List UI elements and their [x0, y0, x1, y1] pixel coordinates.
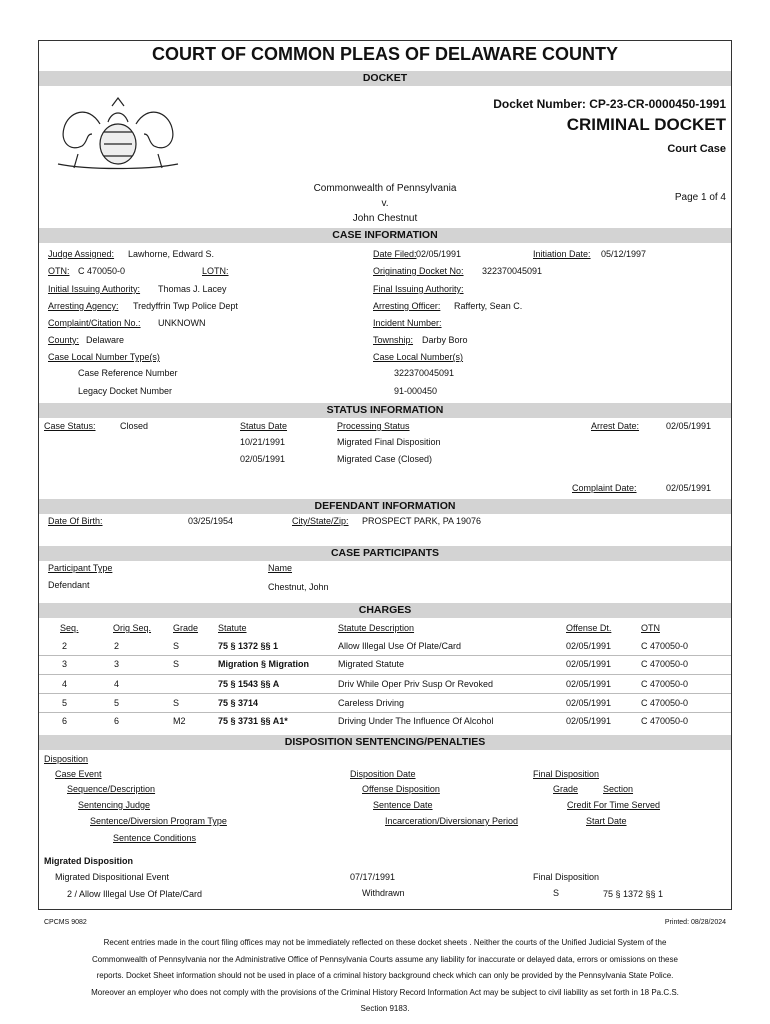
docket-number: Docket Number: CP-23-CR-0000450-1991 [493, 97, 726, 111]
charges-header-grade: Grade [173, 623, 199, 633]
charge-offense-date: 02/05/1991 [566, 641, 612, 651]
migrated-offense-disposition: Withdrawn [362, 888, 405, 898]
page-label: Page 1 of 4 [674, 192, 726, 203]
otn-label: OTN: [48, 266, 70, 276]
charge-description: Careless Driving [338, 698, 405, 708]
defendant-information-bar: DEFENDANT INFORMATION [39, 499, 731, 514]
charges-header-otn: OTN [641, 623, 660, 633]
case-event-label: Case Event [55, 769, 102, 779]
status-date-1: 10/21/1991 [240, 437, 286, 447]
charge-offense-date: 02/05/1991 [566, 679, 612, 689]
charge-seq: 6 [62, 716, 68, 726]
charge-grade: S [173, 698, 180, 708]
disclaimer-text: Recent entries made in the court filing offices may not be immediately reflected on these docket sheets . Neither the courts of the Unified Judicial System of the Commonwealth of Pennsylvania nor the Administrative Office of Pennsylvania Courts assume any liability for inaccurate or delayed data, errors or omissions on these reports. Docket Sheet information should not be used in place of a criminal history background check which can only be provided by the Pennsylvania State Police. Moreover an employer who does not comply with the provisions of the Criminal History Record Information Act may be subject to civil liability as set forth in 18 Pa.C.S. Section 9183. [91, 938, 679, 1013]
judge-value: Lawhorne, Edward S. [128, 249, 215, 259]
caption-line3: John Chestnut [352, 213, 418, 224]
arresting-officer-label: Arresting Officer: [373, 301, 441, 311]
county-label: County: [48, 335, 80, 345]
migrated-grade: S [553, 888, 560, 898]
charge-statute: 75 § 1543 §§ A [218, 679, 280, 689]
migrated-section: 75 § 1372 §§ 1 [603, 889, 664, 899]
charge-otn: C 470050-0 [641, 659, 689, 669]
charge-orig-seq: 6 [114, 716, 120, 726]
arresting-officer-value: Rafferty, Sean C. [454, 301, 523, 311]
start-date-label: Start Date [586, 816, 627, 826]
charge-statute: 75 § 3714 [218, 698, 259, 708]
migrated-event: Migrated Dispositional Event [55, 872, 170, 882]
complaint-date-label: Complaint Date: [572, 483, 637, 493]
participant-name-label: Name [268, 563, 293, 573]
pennsylvania-seal-logo [48, 94, 188, 174]
charge-grade: S [173, 641, 180, 651]
charges-bar: CHARGES [39, 603, 731, 618]
case-participants-bar: CASE PARTICIPANTS [39, 546, 731, 561]
charge-seq: 5 [62, 698, 68, 708]
row-divider [39, 674, 731, 675]
local-number-1: 322370045091 [394, 368, 455, 378]
charge-seq: 3 [62, 659, 68, 669]
dob-value: 03/25/1954 [188, 516, 234, 526]
status-date-label: Status Date [240, 421, 288, 431]
charge-otn: C 470050-0 [641, 698, 689, 708]
migrated-sequence: 2 / Allow Illegal Use Of Plate/Card [67, 889, 203, 899]
row-divider [39, 655, 731, 656]
docket-bar: DOCKET [39, 71, 731, 86]
case-status-label: Case Status: [44, 421, 96, 431]
initiation-date-label: Initiation Date: [533, 249, 591, 259]
form-id: CPCMS 9082 [44, 919, 87, 926]
participant-type-label: Participant Type [48, 563, 113, 573]
originating-docket-label: Originating Docket No: [373, 266, 464, 276]
charge-orig-seq: 2 [114, 641, 120, 651]
incarceration-period-label: Incarceration/Diversionary Period [385, 816, 519, 826]
originating-docket-value: 322370045091 [482, 266, 543, 276]
disposition-label: Disposition [44, 754, 89, 764]
docket-type: CRIMINAL DOCKET [566, 115, 726, 134]
processing-status-1: Migrated Final Disposition [337, 437, 441, 447]
final-authority-label: Final Issuing Authority: [373, 284, 464, 294]
charge-seq: 4 [62, 679, 68, 689]
charge-description: Driv While Oper Priv Susp Or Revoked [338, 679, 494, 689]
charge-orig-seq: 4 [114, 679, 120, 689]
arresting-agency-value: Tredyffrin Twp Police Dept [133, 301, 238, 311]
charge-statute: Migration § Migration [218, 659, 309, 669]
grade-label: Grade [553, 784, 579, 794]
county-value: Delaware [86, 335, 125, 345]
charge-description: Driving Under The Influence Of Alcohol [338, 716, 494, 726]
charge-offense-date: 02/05/1991 [566, 698, 612, 708]
charge-offense-date: 02/05/1991 [566, 716, 612, 726]
migrated-final-disposition: Final Disposition [533, 872, 600, 882]
participant-type-value: Defendant [48, 580, 90, 590]
status-information-bar: STATUS INFORMATION [39, 403, 731, 418]
processing-status-2: Migrated Case (Closed) [337, 454, 433, 464]
section-label: Section [603, 784, 634, 794]
charge-statute: 75 § 3731 §§ A1* [218, 716, 288, 726]
date-filed-value: 02/05/1991 [416, 249, 462, 259]
caption-line1: Commonwealth of Pennsylvania [313, 183, 457, 194]
local-types-label: Case Local Number Type(s) [48, 352, 160, 362]
disposition-date-label: Disposition Date [350, 769, 416, 779]
lotn-label: LOTN: [202, 266, 229, 276]
court-case: Court Case [667, 143, 726, 155]
judge-label: Judge Assigned: [48, 249, 115, 259]
complaint-value: UNKNOWN [158, 318, 206, 328]
charge-seq: 2 [62, 641, 68, 651]
charges-header-seq: Seq. [60, 623, 79, 633]
sentencing-judge-label: Sentencing Judge [78, 800, 151, 810]
case-status-value: Closed [120, 421, 149, 431]
arrest-date-value: 02/05/1991 [666, 421, 712, 431]
arrest-date-label: Arrest Date: [591, 421, 640, 431]
sentence-date-label: Sentence Date [373, 800, 433, 810]
charges-header-description: Statute Description [338, 623, 415, 633]
status-date-2: 02/05/1991 [240, 454, 286, 464]
processing-status-label: Processing Status [337, 421, 410, 431]
sequence-description-label: Sequence/Description [67, 784, 156, 794]
row-divider [39, 693, 731, 694]
charge-otn: C 470050-0 [641, 716, 689, 726]
initiation-date-value: 05/12/1997 [601, 249, 647, 259]
migrated-disposition-title: Migrated Disposition [44, 856, 134, 866]
charges-header-statute: Statute [218, 623, 247, 633]
migrated-date: 07/17/1991 [350, 872, 396, 882]
local-number-2: 91-000450 [394, 386, 438, 396]
charge-grade: M2 [173, 716, 186, 726]
offense-disposition-label: Offense Disposition [362, 784, 440, 794]
final-disposition-label: Final Disposition [533, 769, 600, 779]
township-label: Township: [373, 335, 414, 345]
local-type-2: Legacy Docket Number [78, 386, 173, 396]
initial-authority-label: Initial Issuing Authority: [48, 284, 141, 294]
charge-description: Allow Illegal Use Of Plate/Card [338, 641, 462, 651]
charge-offense-date: 02/05/1991 [566, 659, 612, 669]
incident-label: Incident Number: [373, 318, 442, 328]
credit-time-served-label: Credit For Time Served [567, 800, 661, 810]
court-title: COURT OF COMMON PLEAS OF DELAWARE COUNTY [152, 44, 618, 64]
participant-name-value: Chestnut, John [268, 582, 329, 592]
date-filed-label: Date Filed: [373, 249, 417, 259]
charge-otn: C 470050-0 [641, 641, 689, 651]
row-divider [39, 712, 731, 713]
dob-label: Date Of Birth: [48, 516, 103, 526]
sentence-conditions-label: Sentence Conditions [113, 833, 197, 843]
caption-line2: v. [381, 198, 389, 209]
initial-authority-value: Thomas J. Lacey [158, 284, 227, 294]
program-type-label: Sentence/Diversion Program Type [90, 816, 227, 826]
charge-description: Migrated Statute [338, 659, 405, 669]
charges-header-offense-date: Offense Dt. [566, 623, 612, 633]
disposition-bar: DISPOSITION SENTENCING/PENALTIES [39, 735, 731, 750]
printed-date: Printed: 08/28/2024 [664, 919, 726, 926]
charge-statute: 75 § 1372 §§ 1 [218, 641, 279, 651]
city-state-zip-label: City/State/Zip: [292, 516, 349, 526]
case-information-bar: CASE INFORMATION [39, 228, 731, 243]
charge-orig-seq: 3 [114, 659, 120, 669]
local-numbers-label: Case Local Number(s) [373, 352, 464, 362]
charge-orig-seq: 5 [114, 698, 120, 708]
complaint-label: Complaint/Citation No.: [48, 318, 141, 328]
complaint-date-value: 02/05/1991 [666, 483, 712, 493]
otn-value: C 470050-0 [78, 266, 126, 276]
charges-header-orig-seq: Orig Seq. [113, 623, 152, 633]
city-state-zip-value: PROSPECT PARK, PA 19076 [362, 516, 482, 526]
charge-otn: C 470050-0 [641, 679, 689, 689]
charge-grade: S [173, 659, 180, 669]
arresting-agency-label: Arresting Agency: [48, 301, 119, 311]
local-type-1: Case Reference Number [78, 368, 178, 378]
township-value: Darby Boro [422, 335, 468, 345]
